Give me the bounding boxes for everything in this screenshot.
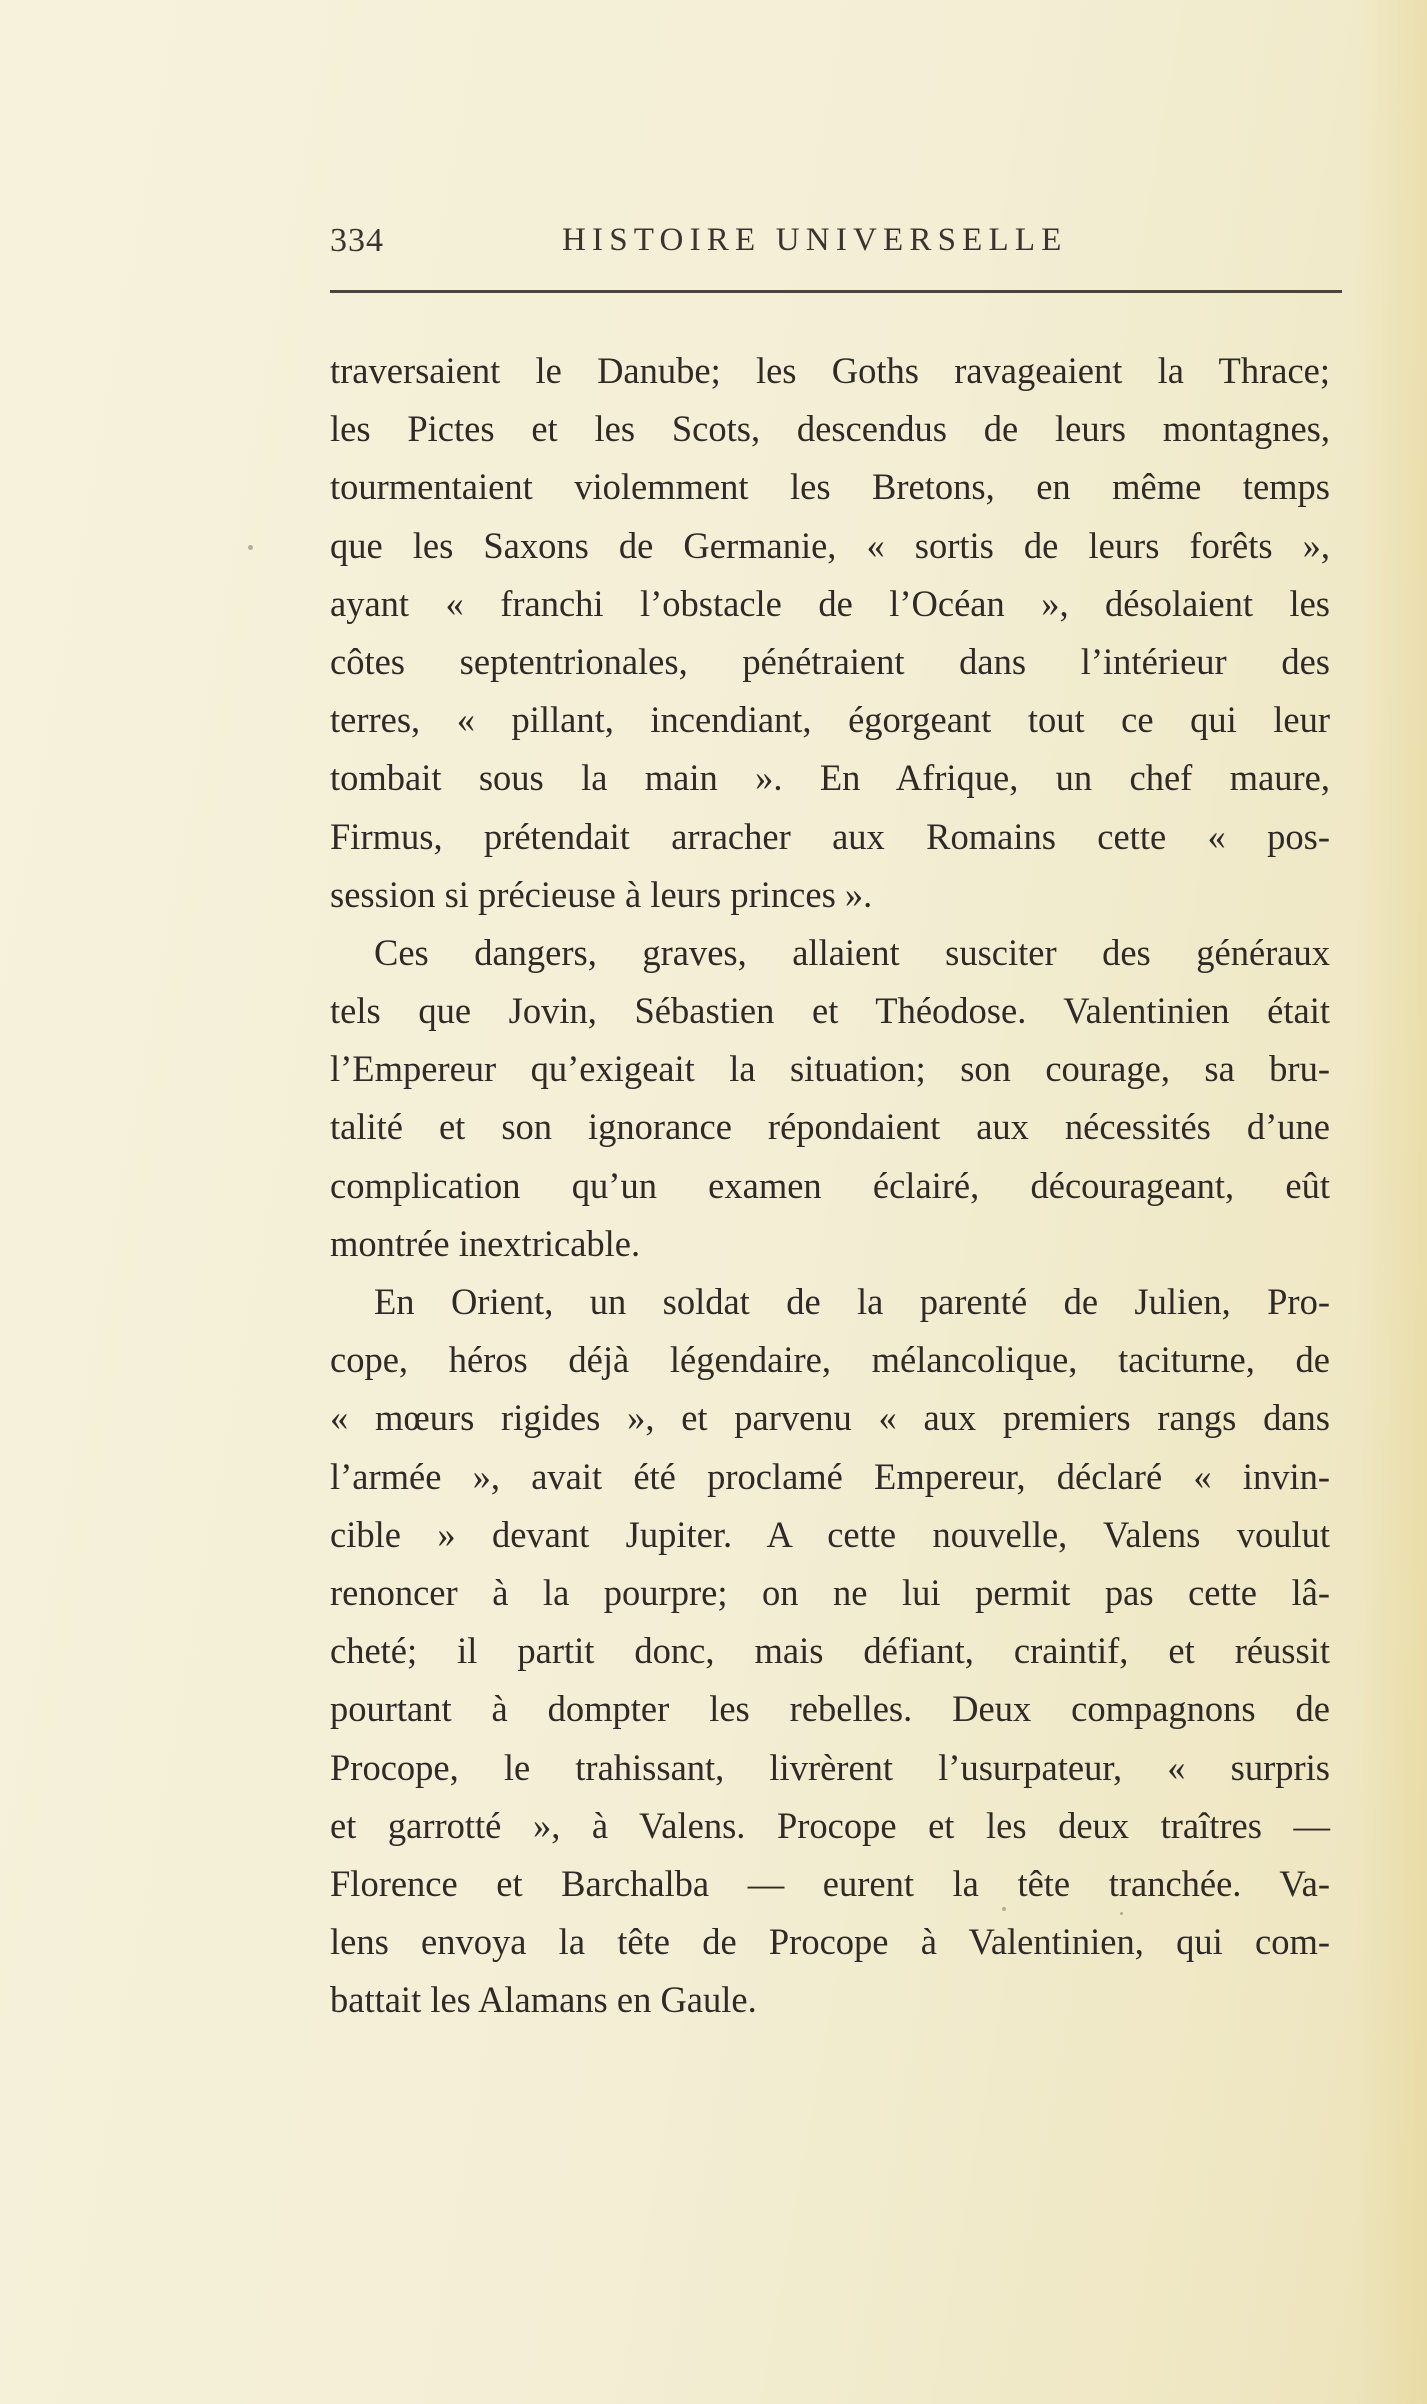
text-line: renoncer à la pourpre; on ne lui permit pas cette lâ-: [330, 1571, 1330, 1613]
text-line: l’Empereur qu’exigeait la situation; son courage, sa bru-: [330, 1048, 1330, 1090]
text-line: lens envoya la tête de Procope à Valentinien, qui com-: [330, 1921, 1330, 1963]
text-line: côtes septentrionales, pénétraient dans l’intérieur des: [330, 640, 1330, 682]
text-line: terres, « pillant, incendiant, égorgeant tout ce qui leur: [330, 699, 1330, 741]
text-line: cible » devant Jupiter. A cette nouvelle, Valens voulut: [330, 1513, 1330, 1555]
paper-speck: [1120, 1912, 1123, 1915]
text-line: Firmus, prétendait arracher aux Romains cette « pos-: [330, 815, 1330, 857]
page-number: 334: [330, 222, 384, 259]
text-line: Florence et Barchalba — eurent la tête tranchée. Va-: [330, 1862, 1330, 1904]
running-title: HISTOIRE UNIVERSELLE: [562, 222, 1068, 258]
running-head: [330, 222, 1340, 272]
text-line: les Pictes et les Scots, descendus de leurs montagnes,: [330, 408, 1330, 450]
text-line: montrée inextricable.: [330, 1222, 641, 1264]
text-line: cheté; il partit donc, mais défiant, craintif, et réussit: [330, 1630, 1330, 1672]
paragraph-start-line: Ces dangers, graves, allaient susciter des généraux: [374, 931, 1330, 973]
text-line: et garrotté », à Valens. Procope et les deux traîtres —: [330, 1804, 1330, 1846]
paper-speck: [1002, 1907, 1006, 1911]
text-line: battait les Alamans en Gaule.: [330, 1979, 757, 2021]
text-line: complication qu’un examen éclairé, décourageant, eût: [330, 1164, 1330, 1206]
paper-speck: [248, 545, 253, 550]
header-rule: [330, 290, 1342, 293]
text-line: ayant « franchi l’obstacle de l’Océan », désolaient les: [330, 582, 1330, 624]
text-line: que les Saxons de Germanie, « sortis de leurs forêts »,: [330, 524, 1330, 566]
paragraph-start-line: En Orient, un soldat de la parenté de Julien, Pro-: [374, 1281, 1330, 1322]
text-line: tourmentaient violemment les Bretons, en même temps: [330, 466, 1330, 508]
text-line: talité et son ignorance répondaient aux nécessités d’une: [330, 1106, 1330, 1148]
text-line: traversaient le Danube; les Goths ravageaient la Thrace;: [330, 350, 1330, 391]
text-line: l’armée », avait été proclamé Empereur, déclaré « invin-: [330, 1455, 1330, 1497]
text-line: cope, héros déjà légendaire, mélancolique, taciturne, de: [330, 1339, 1330, 1381]
text-line: session si précieuse à leurs princes ».: [330, 873, 873, 915]
text-line: tels que Jovin, Sébastien et Théodose. Valentinien était: [330, 990, 1330, 1032]
page-edge-shadow: [1357, 0, 1427, 2404]
text-line: tombait sous la main ». En Afrique, un chef maure,: [330, 757, 1330, 799]
body-text: [330, 342, 1330, 2029]
text-line: pourtant à dompter les rebelles. Deux compagnons de: [330, 1688, 1330, 1730]
text-line: Procope, le trahissant, livrèrent l’usurpateur, « surpris: [330, 1746, 1330, 1788]
text-line: « mœurs rigides », et parvenu « aux premiers rangs dans: [330, 1397, 1330, 1439]
